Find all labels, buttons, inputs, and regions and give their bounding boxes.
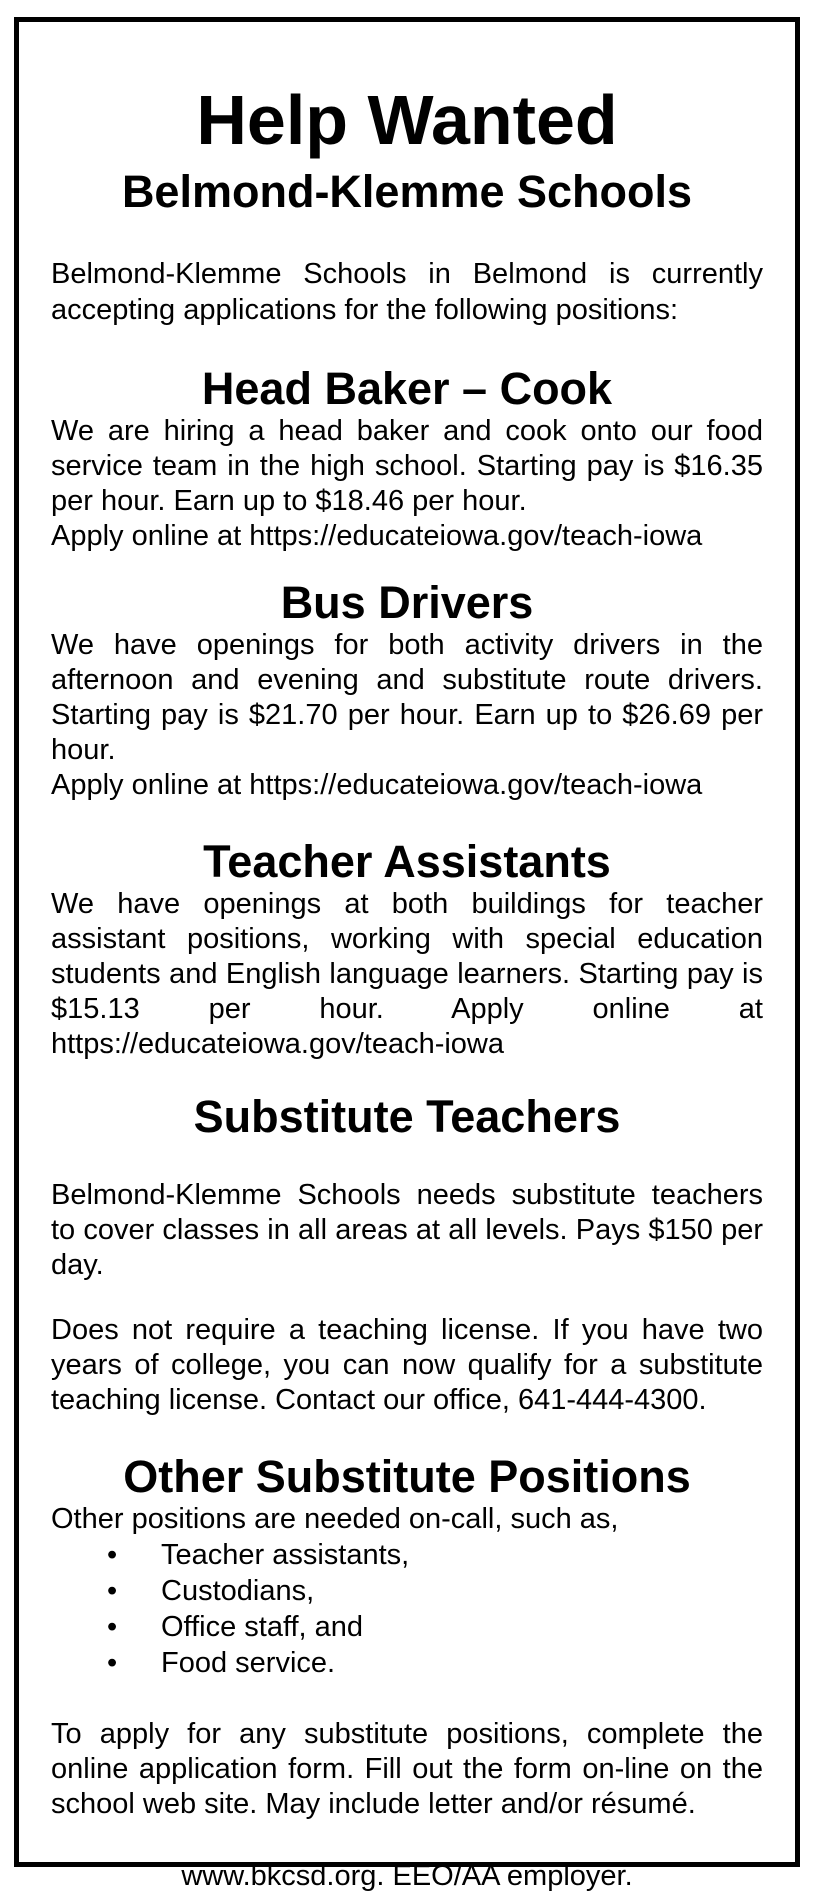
- ad-frame: [14, 17, 800, 1892]
- section-intro: Other positions are needed on-call, such as,: [51, 1503, 619, 1535]
- section-body: Does not require a teaching license. If you have two years of college, you can now qualify for a substitute teaching license. Contact our office, 641-444-4300.: [51, 1314, 763, 1416]
- bullet-icon: •: [107, 1539, 118, 1571]
- section-head-baker: [51, 364, 763, 554]
- list-item: [51, 1645, 763, 1681]
- bullet-icon: •: [107, 1647, 118, 1679]
- section-body: We have openings for both activity drivers in the afternoon and evening and substitute route drivers. Starting pay is $21.70 per hour. Earn up to $26.69 per hour.: [51, 629, 763, 766]
- section-heading: Bus Drivers: [280, 577, 534, 628]
- list-item-label: Office staff, and: [161, 1611, 364, 1643]
- section-heading: Head Baker – Cook: [201, 363, 613, 414]
- section-body: We have openings at both buildings for teacher assistant positions, working with special education students and English language learners. Starting pay is $15.13 per hour. Apply online at https://educateiowa.gov/teach-iowa: [51, 888, 763, 1060]
- section-body: We are hiring a head baker and cook onto our food service team in the high school. Starting pay is $16.35 per hour. Earn up to $18.46 per hour.: [51, 415, 763, 517]
- section-bus-drivers: [51, 578, 763, 803]
- section-other-substitute: [51, 1452, 763, 1822]
- positions-list: [51, 1537, 763, 1681]
- list-item: [51, 1537, 763, 1573]
- section-heading: Substitute Teachers: [193, 1091, 621, 1142]
- intro-paragraph: Belmond-Klemme Schools in Belmond is currently accepting applications for the following positions:: [51, 258, 763, 326]
- apply-line: Apply online at https://educateiowa.gov/teach-iowa: [51, 520, 703, 552]
- section-substitute-teachers: [51, 1092, 763, 1418]
- list-item-label: Teacher assistants,: [161, 1539, 410, 1571]
- page-subtitle: Belmond-Klemme Schools: [121, 166, 693, 217]
- list-item-label: Custodians,: [161, 1575, 315, 1607]
- bullet-icon: •: [107, 1575, 118, 1607]
- list-item: [51, 1609, 763, 1645]
- section-body: To apply for any substitute positions, complete the online application form. Fill out the form on-line on the school web site. May include letter and/or résumé.: [51, 1718, 763, 1820]
- section-heading: Teacher Assistants: [203, 836, 611, 887]
- apply-line: Apply online at https://educateiowa.gov/teach-iowa: [51, 769, 703, 801]
- section-heading: Other Substitute Positions: [123, 1451, 691, 1502]
- section-teacher-assistants: [51, 837, 763, 1062]
- list-item-label: Food service.: [161, 1647, 336, 1679]
- bullet-icon: •: [107, 1611, 118, 1643]
- section-body: Belmond-Klemme Schools needs substitute teachers to cover classes in all areas at all levels. Pays $150 per day.: [51, 1179, 763, 1281]
- footer-line: www.bkcsd.org. EEO/AA employer.: [181, 1860, 633, 1892]
- list-item: [51, 1573, 763, 1609]
- page-title: Help Wanted: [196, 81, 618, 159]
